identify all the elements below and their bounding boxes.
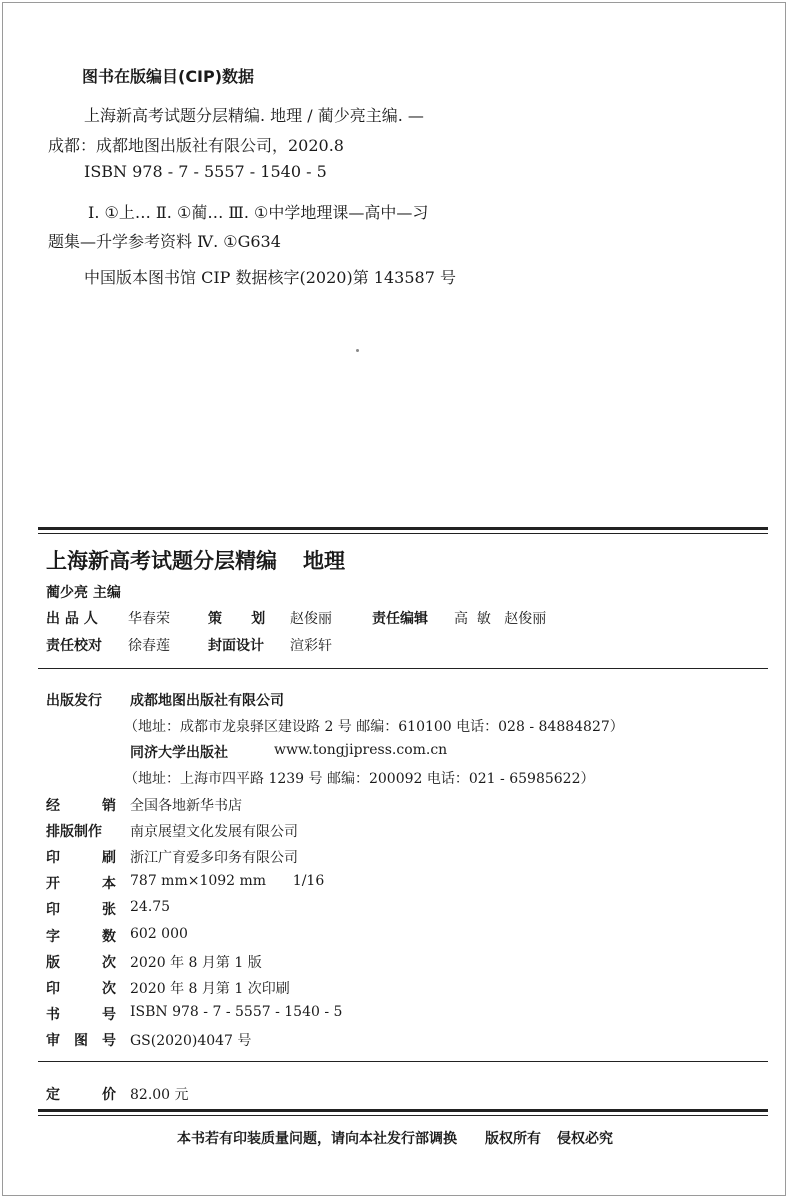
detail-value: 浙江广育爱多印务有限公司 xyxy=(130,850,298,866)
detail-value: 2020 年 8 月第 1 次印刷 xyxy=(130,981,290,997)
detail-value: 787 mm×1092 mm 1/16 xyxy=(130,873,325,889)
price-value: 82.00 元 xyxy=(130,1087,189,1103)
editor-names: 高 敏 赵俊丽 xyxy=(454,611,547,627)
detail-label: 印 张 xyxy=(46,902,116,918)
detail-label: 排版制作 xyxy=(46,824,102,840)
cip-line-classification-cont: 题集—升学参考资料 Ⅳ. ①G634 xyxy=(48,232,281,251)
editor-label: 责任编辑 xyxy=(372,611,428,627)
detail-label: 字 数 xyxy=(46,929,116,945)
detail-label: 书 号 xyxy=(46,1007,116,1023)
scan-speck xyxy=(356,349,359,352)
cip-line-isbn: ISBN 978 - 7 - 5557 - 1540 - 5 xyxy=(84,162,327,181)
publisher-label: 出版发行 xyxy=(46,693,102,709)
producer-name: 华春荣 xyxy=(128,611,170,627)
publisher-2: 同济大学出版社 xyxy=(130,745,228,761)
divider-2 xyxy=(38,1061,768,1062)
cip-line-classification: Ⅰ. ①上… Ⅱ. ①蔺… Ⅲ. ①中学地理课—高中—习 xyxy=(88,203,429,222)
detail-label: 经 销 xyxy=(46,798,116,814)
cip-line-record: 中国版本图书馆 CIP 数据核字(2020)第 143587 号 xyxy=(84,268,456,287)
proofreader-label: 责任校对 xyxy=(46,638,102,654)
footer-rule-top xyxy=(38,1109,768,1112)
detail-value: GS(2020)4047 号 xyxy=(130,1033,252,1049)
divider-1 xyxy=(38,668,768,669)
detail-value: 南京展望文化发展有限公司 xyxy=(130,824,298,840)
detail-value: 2020 年 8 月第 1 版 xyxy=(130,955,262,971)
book-subject: 地理 xyxy=(303,549,345,573)
publisher-1-address: （地址：成都市龙泉驿区建设路 2 号 邮编：610100 电话：028 - 84884827） xyxy=(124,719,624,735)
quality-notice: 本书若有印装质量问题，请向本社发行部调换 xyxy=(177,1131,457,1147)
detail-label: 印 刷 xyxy=(46,850,116,866)
double-rule-bottom xyxy=(38,533,768,534)
cip-line-title: 上海新高考试题分层精编. 地理 / 蔺少亮主编. — xyxy=(84,106,424,125)
detail-label: 开 本 xyxy=(46,876,116,892)
copyright-notice: 版权所有 xyxy=(485,1131,541,1147)
cover-design-label: 封面设计 xyxy=(208,638,264,654)
chief-editor: 蔺少亮 主编 xyxy=(46,585,121,601)
detail-value: 602 000 xyxy=(130,926,188,942)
piracy-notice: 侵权必究 xyxy=(557,1131,613,1147)
footer-notice xyxy=(0,1128,790,1148)
cip-heading: 图书在版编目(CIP)数据 xyxy=(82,67,255,86)
proofreader-name: 徐春莲 xyxy=(128,638,170,654)
detail-label: 版 次 xyxy=(46,955,116,971)
cover-designer: 渲彩轩 xyxy=(290,638,332,654)
producer-label: 出 品 人 xyxy=(46,611,98,627)
publisher-2-website: www.tongjipress.com.cn xyxy=(274,742,448,758)
book-title xyxy=(46,545,345,575)
publisher-1: 成都地图出版社有限公司 xyxy=(130,693,284,709)
book-title-main: 上海新高考试题分层精编 xyxy=(46,549,277,573)
planner-name: 赵俊丽 xyxy=(290,611,332,627)
planner-label: 策 划 xyxy=(208,611,266,627)
cip-line-publisher: 成都：成都地图出版社有限公司，2020.8 xyxy=(48,136,344,155)
detail-value: 全国各地新华书店 xyxy=(130,798,242,814)
detail-label: 印 次 xyxy=(46,981,116,997)
footer-rule-bottom xyxy=(38,1115,768,1116)
detail-value: ISBN 978 - 7 - 5557 - 1540 - 5 xyxy=(130,1004,343,1020)
publisher-2-address: （地址：上海市四平路 1239 号 邮编：200092 电话：021 - 65985622） xyxy=(124,771,595,787)
double-rule-top xyxy=(38,527,768,530)
detail-label: 审 图 号 xyxy=(46,1033,116,1049)
price-label: 定 价 xyxy=(46,1087,116,1103)
detail-value: 24.75 xyxy=(130,899,171,915)
